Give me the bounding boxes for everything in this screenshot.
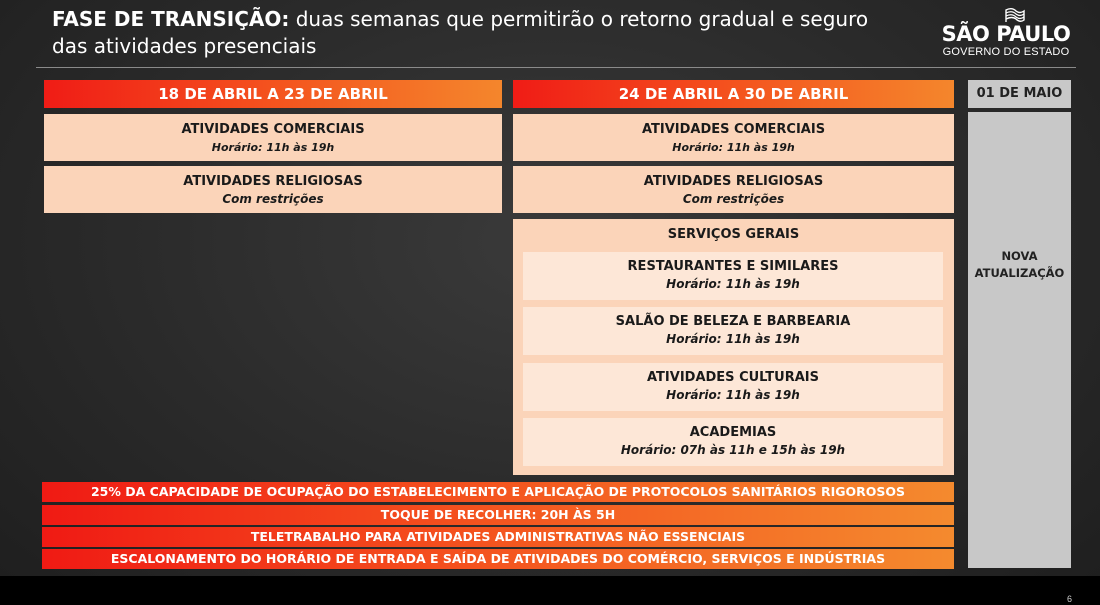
period-2-header: 24 DE ABRIL A 30 DE ABRIL (513, 80, 954, 108)
rule-bar-telework: TELETRABALHO PARA ATIVIDADES ADMINISTRATIVAS NÃO ESSENCIAIS (42, 527, 954, 547)
item-detail: Horário: 11h às 19h (672, 141, 795, 154)
flag-icon (1004, 8, 1026, 24)
item-title: ATIVIDADES RELIGIOSAS (643, 174, 824, 189)
period-2-item-religious (513, 166, 954, 213)
title-rest: duas semanas que permitirão o retorno gradual e seguro das atividades presenciais (52, 7, 869, 58)
logo-name: SÃO PAULO (941, 22, 1071, 46)
item-detail: Horário: 11h às 19h (666, 388, 800, 402)
note-line-2: ATUALIZAÇÃO (974, 266, 1065, 280)
item-detail: Com restrições (682, 192, 785, 206)
period-2-item-commercial (513, 114, 954, 161)
period-1-item-commercial (44, 114, 502, 161)
item-title: ATIVIDADES COMERCIAIS (181, 122, 365, 137)
service-restaurants (523, 252, 943, 300)
period-1-header: 18 DE ABRIL A 23 DE ABRIL (44, 80, 502, 108)
slide-title (52, 6, 892, 60)
item-detail: Horário: 07h às 11h e 15h às 19h (620, 443, 846, 457)
slide-footer (0, 576, 1100, 605)
period-3-column (968, 112, 1071, 568)
item-title: RESTAURANTES E SIMILARES (627, 259, 839, 274)
period-1-item-religious (44, 166, 502, 213)
item-title: ATIVIDADES CULTURAIS (647, 370, 819, 385)
group-title: SERVIÇOS GERAIS (667, 227, 800, 242)
item-detail: Horário: 11h às 19h (211, 141, 335, 154)
item-detail: Horário: 11h às 19h (666, 277, 800, 291)
item-title: ACADEMIAS (689, 425, 777, 440)
general-services-group (513, 219, 954, 475)
sao-paulo-logo (936, 8, 1076, 58)
item-detail: Horário: 11h às 19h (666, 332, 800, 346)
logo-subtitle: GOVERNO DO ESTADO (942, 46, 1070, 58)
service-gyms (523, 418, 943, 466)
new-update-note (968, 248, 1071, 282)
rule-bar-staggering: ESCALONAMENTO DO HORÁRIO DE ENTRADA E SAÍDA DE ATIVIDADES DO COMÉRCIO, SERVIÇOS E INDÚSTRIAS (42, 549, 954, 569)
service-beauty-salon (523, 307, 943, 355)
page-number: 6 (1066, 594, 1072, 604)
service-cultural (523, 363, 943, 411)
title-bold: FASE DE TRANSIÇÃO: (52, 7, 290, 31)
item-title: ATIVIDADES RELIGIOSAS (183, 174, 363, 189)
note-line-1: NOVA (1001, 249, 1038, 263)
item-detail: Com restrições (222, 192, 324, 206)
item-title: SALÃO DE BELEZA E BARBEARIA (615, 314, 851, 329)
item-title: ATIVIDADES COMERCIAIS (641, 122, 826, 137)
title-divider (36, 67, 1076, 68)
rule-bar-curfew: TOQUE DE RECOLHER: 20H ÀS 5H (42, 505, 954, 525)
period-3-header: 01 DE MAIO (968, 80, 1071, 108)
rule-bar-capacity: 25% DA CAPACIDADE DE OCUPAÇÃO DO ESTABELECIMENTO E APLICAÇÃO DE PROTOCOLOS SANITÁRIOS RIGOROSOS (42, 482, 954, 502)
